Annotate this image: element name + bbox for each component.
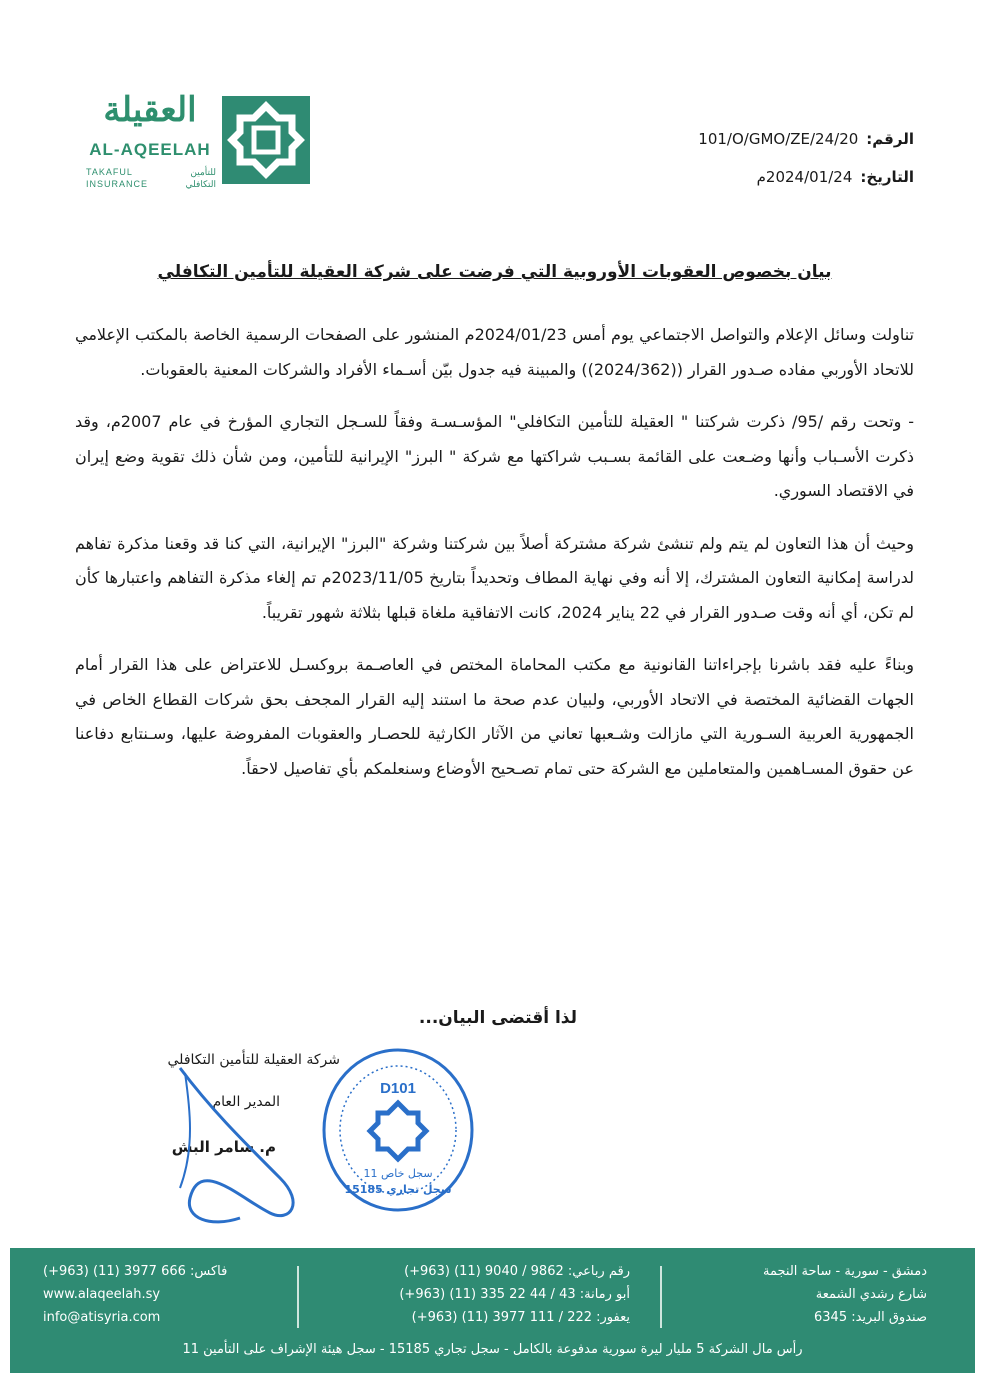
logo-arabic-name: العقيلة [103, 90, 197, 130]
footer-legal-line: رأس مال الشركة 5 مليار ليرة سورية مدفوعة بالكامل - سجل تجاري 15185 - سجل هيئة الإشراف على التأمين 11 [182, 1342, 803, 1357]
footer-contact-left [43, 1260, 227, 1329]
signature-name: م. سامر البش [171, 1138, 276, 1156]
stamp-line1: سجل خاص 11 [363, 1167, 433, 1180]
reference-block [698, 120, 914, 196]
company-stamp [318, 1045, 478, 1215]
signature-role: المدير العام [212, 1094, 280, 1110]
footer-address-2: شارع رشدي الشمعة [815, 1287, 927, 1302]
footer-phones [362, 1260, 630, 1329]
footer-address [763, 1260, 927, 1329]
footer-email-link[interactable]: info@atisyria.com [43, 1310, 161, 1325]
footer-phone-1: رقم رباعي: 9862 / 9040 (11) (963+) [404, 1264, 630, 1279]
stamp-code: D101 [380, 1080, 416, 1097]
logo-subtitle [86, 166, 216, 190]
paragraph-2: - وتحت رقم /95/ ذكرت شركتنا " العقيلة للتأمين التكافلي" المؤسـسـة وفقاً للسـجل التجاري المؤرخ في عام 2007م، وقد ذكرت الأسـباب وأنها وضـعت على القائمة بسـبب شراكتها مع شركة " البرز" الإيرانية للتأمين، ومن شأن ذلك تقوية وضع إيران في الاقتصاد السوري. [75, 412, 915, 500]
statement-title: بيان بخصوص العقوبات الأوروبية التي فرضت على شركة العقيلة للتأمين التكافلي [157, 262, 832, 282]
logo-sub-insurance: INSURANCE [86, 179, 149, 189]
ref-number-value: 101/O/GMO/ZE/24/20 [698, 130, 859, 148]
logo-sub-ar-1: للتأمين [190, 167, 216, 177]
ref-date-label: التاريخ: [860, 168, 914, 186]
company-logo [80, 88, 310, 208]
logo-emblem-icon [220, 94, 312, 186]
footer-divider [660, 1266, 662, 1328]
stamp-line2: سجل تجاري 15185 [344, 1183, 452, 1196]
footer-po-box: صندوق البريد: 6345 [814, 1310, 927, 1325]
footer-phone-2: أبو رمانة: 43 / 44 22 335 (11) (963+) [399, 1287, 630, 1302]
closing-line: لذا أقتضى البيان... [418, 1008, 577, 1028]
footer-website-link[interactable]: www.alaqeelah.sy [43, 1287, 161, 1302]
logo-english-name: AL-AQEELAH [89, 140, 211, 159]
statement-body [75, 318, 914, 804]
paragraph-4: وبناءً عليه فقد باشرنا بإجراءاتنا القانونية مع مكتب المحاماة المختص في العاصـمة بروكسـل للاعتراض على هذا القرار أمام الجهات القضائية المختصة في الاتحاد الأوربي، ولبيان عدم صحة ما استند إليه القرار المجحف بحق شركات القطاع الخاص في الجمهورية العربية السـورية التي مازالت وشـعبها تعاني من الآثار الكارثية للحصـار والعقوبات المفروضة عليها، وسـنتابع دفاعنا عن حقوق المسـاهمين والمتعاملين مع الشركة حتى تمام تصـحيح الأوضاع وسنعلمكم بأي تفاصيل لاحقاً. [75, 655, 914, 778]
footer-phone-3: يعفور: 222 / 111 3977 (11) (963+) [411, 1310, 630, 1325]
paragraph-3: وحيث أن هذا التعاون لم يتم ولم تنشئ شركة مشتركة أصلاً بين شركتنا وشركة "البرز" الإيرانية، التي كنا قد وقعنا مذكرة تفاهم لدراسة إمكانية التعاون المشترك، إلا أنه وفي نهاية المطاف وتحديداً بتاريخ 2023/11/05م تم إلغاء مذكرة التفاهم واعتبارها كأن لم تكن، أي أنه وقت صـدور القرار في 22 يناير 2024، كانت الاتفاقية ملغاة قبلها بثلاثة شهور تقريباً. [75, 533, 915, 622]
ref-date-value: 2024/01/24م [756, 168, 853, 186]
signature-company: شركة العقيلة للتأمين التكافلي [167, 1052, 340, 1068]
ref-number-label: الرقم: [866, 130, 914, 148]
logo-sub-takaful: TAKAFUL [86, 167, 133, 177]
handwritten-signature [120, 1048, 320, 1248]
letterhead-footer [10, 1248, 975, 1373]
paragraph-1: تناولت وسائل الإعلام والتواصل الاجتماعي يوم أمس 2024/01/23م المنشور على الصفحات الرسمية الخاصة بالمكتب الإعلامي للاتحاد الأوربي مفاده صـدور القرار ((2024/362)) والمبينة فيه جدول بيّن أسـماء الأفراد والشركات المعنية بالعقوبات. [75, 325, 915, 379]
footer-divider [297, 1266, 299, 1328]
footer-address-1: دمشق - سورية - ساحة النجمة [763, 1264, 927, 1279]
logo-sub-ar-2: التكافلي [185, 179, 216, 189]
footer-fax: فاكس: 666 3977 (11) (963+) [43, 1264, 228, 1279]
